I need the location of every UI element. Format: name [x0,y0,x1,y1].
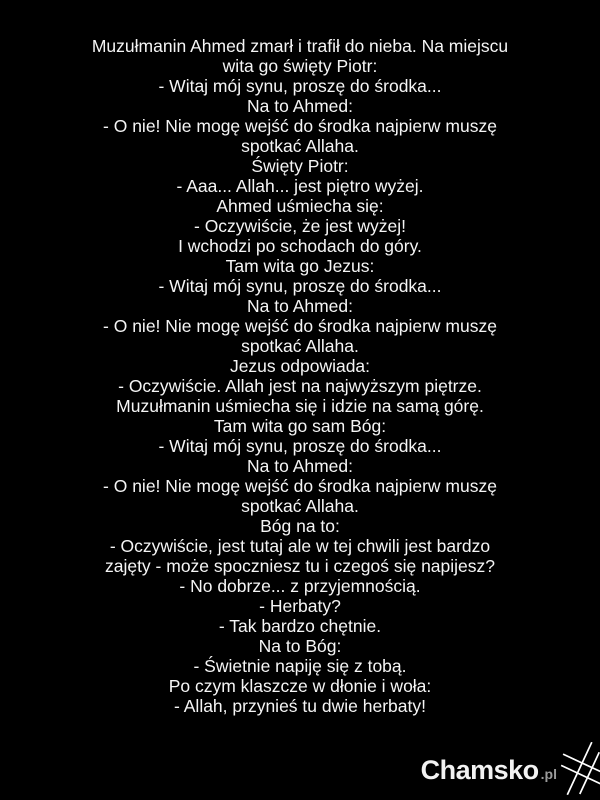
joke-line: Muzułmanin uśmiecha się i idzie na samą górę. [116,396,484,416]
joke-line: Na to Ahmed: [246,96,354,116]
rotated-hash-icon [558,742,600,800]
joke-line: Muzułmanin Ahmed zmarł i trafił do nieba. Na miejscu [91,36,509,56]
joke-line: spotkać Allaha. [241,496,359,516]
joke-line: - Witaj mój synu, proszę do środka... [158,76,442,96]
joke-line: - Witaj mój synu, proszę do środka... [158,436,442,456]
brand-name: Chamsko [420,755,539,785]
joke-line: Tam wita go Jezus: [225,256,375,276]
joke-line: Na to Bóg: [258,636,342,656]
joke-line: - Oczywiście. Allah jest na najwyższym piętrze. [118,376,482,396]
joke-line: - Oczywiście, jest tutaj ale w tej chwili jest bardzo [109,536,491,556]
joke-line: spotkać Allaha. [241,136,359,156]
joke-line: Po czym klaszcze w dłonie i woła: [168,676,432,696]
joke-line: - O nie! Nie mogę wejść do środka najpierw muszę [103,116,497,136]
joke-line: - Świetnie napiję się z tobą. [193,656,407,676]
joke-line: - Herbaty? [259,596,341,616]
joke-line: zajęty - może spoczniesz tu i czegoś się napijesz? [104,556,496,576]
joke-line: Tam wita go sam Bóg: [213,416,387,436]
joke-line: - Tak bardzo chętnie. [218,616,382,636]
joke-line: Jezus odpowiada: [229,356,371,376]
joke-line: wita go święty Piotr: [222,56,378,76]
joke-line: - Oczywiście, że jest wyżej! [194,216,406,236]
joke-line: - Witaj mój synu, proszę do środka... [158,276,442,296]
joke-line: Na to Ahmed: [246,456,354,476]
joke-line: Święty Piotr: [251,156,349,176]
joke-line: - No dobrze... z przyjemnością. [179,576,421,596]
joke-line: Na to Ahmed: [246,296,354,316]
joke-line: Ahmed uśmiecha się: [216,196,384,216]
joke-line: - Allah, przynieś tu dwie herbaty! [174,696,426,716]
footer-logo [421,754,557,786]
joke-line: spotkać Allaha. [241,336,359,356]
brand-tld: .pl [540,766,557,782]
joke-line: - O nie! Nie mogę wejść do środka najpierw muszę [103,476,497,496]
joke-text [0,36,600,716]
joke-line: - O nie! Nie mogę wejść do środka najpierw muszę [103,316,497,336]
joke-line: I wchodzi po schodach do góry. [178,236,422,256]
joke-line: - Aaa... Allah... jest piętro wyżej. [176,176,424,196]
joke-line: Bóg na to: [260,516,340,536]
